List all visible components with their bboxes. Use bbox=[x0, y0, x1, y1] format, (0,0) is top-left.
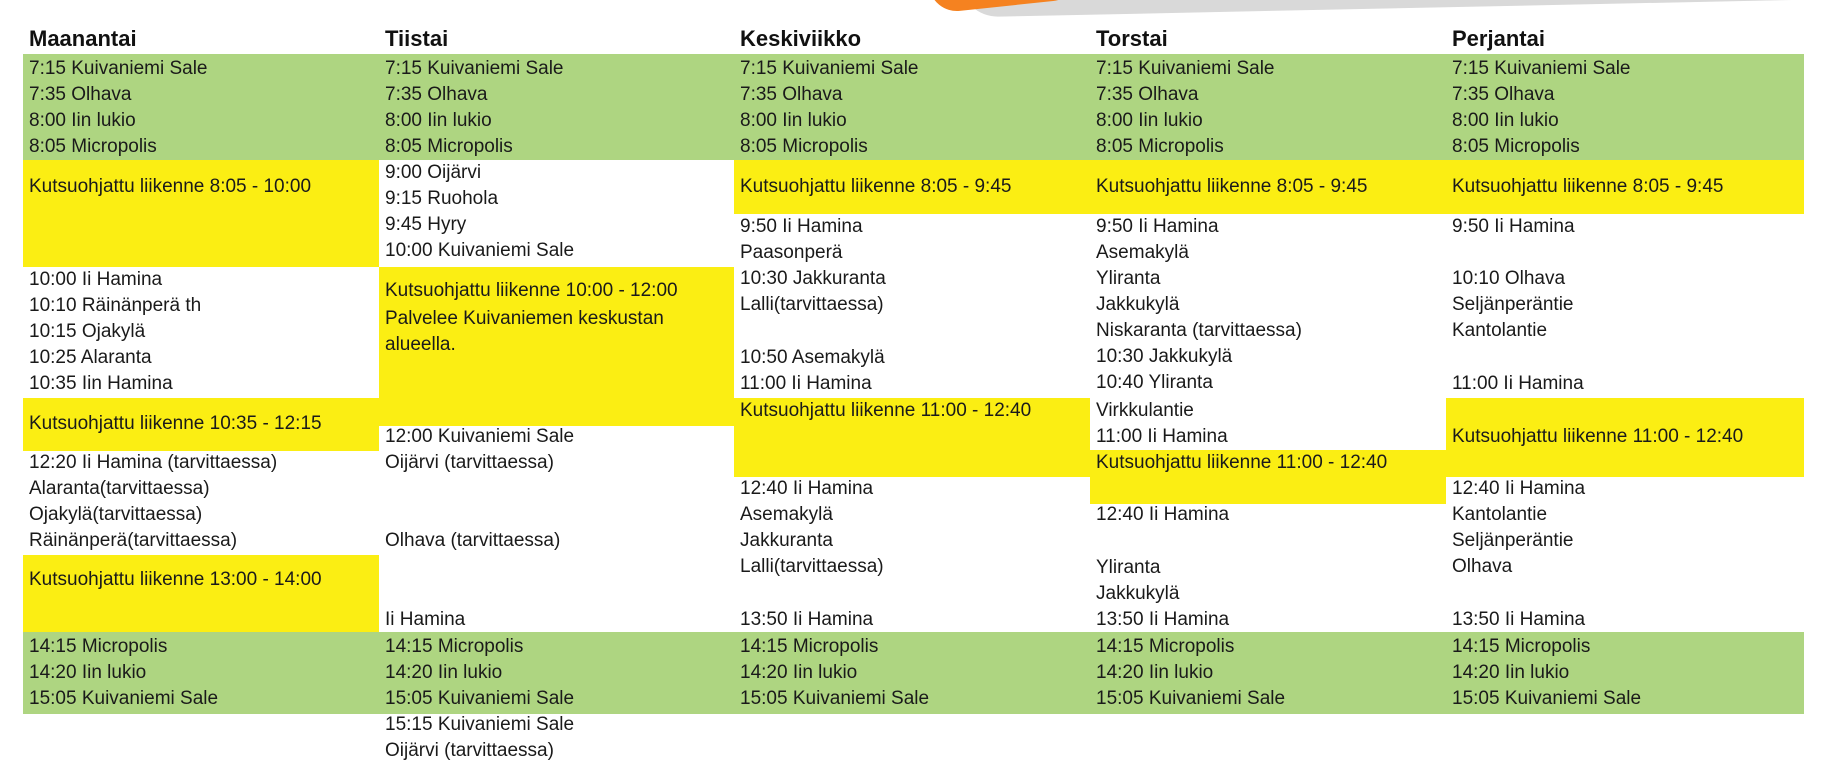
thu-line: 7:35 Olhava bbox=[1096, 84, 1199, 105]
fri-line: Kutsuohjattu liikenne 8:05 - 9:45 bbox=[1452, 176, 1724, 197]
mon-line: 12:20 Ii Hamina (tarvittaessa) bbox=[29, 452, 278, 473]
wed-line: 12:40 Ii Hamina bbox=[740, 478, 874, 499]
thu-line: 12:40 Ii Hamina bbox=[1096, 504, 1230, 525]
tue-line: 15:05 Kuivaniemi Sale bbox=[385, 688, 575, 709]
fri-line: Kantolantie bbox=[1452, 504, 1548, 525]
mon-line: Alaranta(tarvittaessa) bbox=[29, 478, 210, 499]
fri-line: 15:05 Kuivaniemi Sale bbox=[1452, 688, 1642, 709]
mon-line: Ojakylä(tarvittaessa) bbox=[29, 504, 203, 525]
tue-line: 12:00 Kuivaniemi Sale bbox=[385, 426, 575, 447]
tue-line: Palvelee Kuivaniemen keskustan bbox=[385, 308, 664, 329]
tue-line: Olhava (tarvittaessa) bbox=[385, 530, 561, 551]
thu-line: 15:05 Kuivaniemi Sale bbox=[1096, 688, 1286, 709]
wed-line: 7:35 Olhava bbox=[740, 84, 843, 105]
thu-line: 10:40 Yliranta bbox=[1096, 372, 1213, 393]
thu-line: Yliranta bbox=[1096, 557, 1161, 578]
mon-line: 15:05 Kuivaniemi Sale bbox=[29, 688, 219, 709]
wed-line: Kutsuohjattu liikenne 11:00 - 12:40 bbox=[740, 400, 1032, 421]
thu-line: Asemakylä bbox=[1096, 242, 1189, 263]
mon-line: 10:35 Iin Hamina bbox=[29, 373, 173, 394]
thu-line: 13:50 Ii Hamina bbox=[1096, 609, 1230, 630]
wed-line: 10:50 Asemakylä bbox=[740, 347, 885, 368]
wed-line: Asemakylä bbox=[740, 504, 833, 525]
mon-line: 8:05 Micropolis bbox=[29, 136, 157, 157]
thu-line: 8:05 Micropolis bbox=[1096, 136, 1224, 157]
tue-line: 9:00 Oijärvi bbox=[385, 162, 482, 183]
fri-line: Kutsuohjattu liikenne 11:00 - 12:40 bbox=[1452, 426, 1744, 447]
thu-line: Niskaranta (tarvittaessa) bbox=[1096, 320, 1302, 341]
fri-line: Seljänperäntie bbox=[1452, 530, 1574, 551]
mon-line: 10:15 Ojakylä bbox=[29, 321, 146, 342]
mon-line: Kutsuohjattu liikenne 8:05 - 10:00 bbox=[29, 176, 312, 197]
mon-line: 10:25 Alaranta bbox=[29, 347, 152, 368]
fri-line: Olhava bbox=[1452, 556, 1513, 577]
mon-line: Kutsuohjattu liikenne 10:35 - 12:15 bbox=[29, 413, 322, 434]
wed-line: 14:20 Iin lukio bbox=[740, 662, 858, 683]
tue-line: 10:00 Kuivaniemi Sale bbox=[385, 240, 575, 261]
wed-line: Lalli(tarvittaessa) bbox=[740, 556, 884, 577]
thu-line: Jakkukylä bbox=[1096, 583, 1180, 604]
wed-line: Paasonperä bbox=[740, 242, 843, 263]
header-decoration bbox=[0, 0, 1841, 24]
header-wednesday: Keskiviikko bbox=[740, 26, 862, 51]
wed-line: 10:30 Jakkuranta bbox=[740, 268, 886, 289]
tue-line: Oijärvi (tarvittaessa) bbox=[385, 740, 554, 761]
tue-line: alueella. bbox=[385, 334, 456, 355]
thu-line: Kutsuohjattu liikenne 8:05 - 9:45 bbox=[1096, 176, 1368, 197]
wed-line: 8:00 Iin lukio bbox=[740, 110, 847, 131]
thu-line: 10:30 Jakkukylä bbox=[1096, 346, 1233, 367]
header-thursday: Torstai bbox=[1096, 26, 1168, 51]
thu-line: 11:00 Ii Hamina bbox=[1096, 426, 1228, 447]
header-monday: Maanantai bbox=[29, 26, 137, 51]
thu-line: 9:50 Ii Hamina bbox=[1096, 216, 1219, 237]
fri-line: 10:10 Olhava bbox=[1452, 268, 1566, 289]
thu-line: Yliranta bbox=[1096, 268, 1161, 289]
wed-line: 8:05 Micropolis bbox=[740, 136, 868, 157]
fri-line: Kantolantie bbox=[1452, 320, 1548, 341]
wed-line: 9:50 Ii Hamina bbox=[740, 216, 863, 237]
fri-line: Seljänperäntie bbox=[1452, 294, 1574, 315]
fri-line: 7:35 Olhava bbox=[1452, 84, 1555, 105]
tue-line: Kutsuohjattu liikenne 10:00 - 12:00 bbox=[385, 280, 678, 301]
tue-line: 8:00 Iin lukio bbox=[385, 110, 492, 131]
fri-line: 14:15 Micropolis bbox=[1452, 636, 1591, 657]
fri-line: 7:15 Kuivaniemi Sale bbox=[1452, 58, 1631, 79]
gray-swoosh bbox=[960, 0, 1841, 17]
wed-line: 13:50 Ii Hamina bbox=[740, 609, 874, 630]
mon-line: Räinänperä(tarvittaessa) bbox=[29, 530, 238, 551]
tue-line: Ii Hamina bbox=[385, 609, 466, 630]
mon-line: 14:20 Iin lukio bbox=[29, 662, 147, 683]
fri-line: 11:00 Ii Hamina bbox=[1452, 373, 1584, 394]
wed-line: 15:05 Kuivaniemi Sale bbox=[740, 688, 930, 709]
mon-line: 7:15 Kuivaniemi Sale bbox=[29, 58, 208, 79]
fri-line: 14:20 Iin lukio bbox=[1452, 662, 1570, 683]
wed-line: Jakkuranta bbox=[740, 530, 833, 551]
tue-line: 8:05 Micropolis bbox=[385, 136, 513, 157]
wed-line: Kutsuohjattu liikenne 8:05 - 9:45 bbox=[740, 176, 1012, 197]
tue-line: 14:20 Iin lukio bbox=[385, 662, 503, 683]
wed-line: 14:15 Micropolis bbox=[740, 636, 879, 657]
tue-line: 7:15 Kuivaniemi Sale bbox=[385, 58, 564, 79]
thu-line: 7:15 Kuivaniemi Sale bbox=[1096, 58, 1275, 79]
tue-line: 9:15 Ruohola bbox=[385, 188, 499, 209]
fri-line: 8:00 Iin lukio bbox=[1452, 110, 1559, 131]
thu-line: Virkkulantie bbox=[1096, 400, 1194, 421]
thu-line: 8:00 Iin lukio bbox=[1096, 110, 1203, 131]
tue-line: 7:35 Olhava bbox=[385, 84, 488, 105]
mon-line: 14:15 Micropolis bbox=[29, 636, 168, 657]
thu-line: 14:20 Iin lukio bbox=[1096, 662, 1214, 683]
mon-line: 10:00 Ii Hamina bbox=[29, 269, 163, 290]
tue-line: 9:45 Hyry bbox=[385, 214, 467, 235]
fri-line: 9:50 Ii Hamina bbox=[1452, 216, 1575, 237]
fri-line: 12:40 Ii Hamina bbox=[1452, 478, 1586, 499]
mon-line: 8:00 Iin lukio bbox=[29, 110, 136, 131]
thu-line: Jakkukylä bbox=[1096, 294, 1180, 315]
mon-line: Kutsuohjattu liikenne 13:00 - 14:00 bbox=[29, 569, 322, 590]
wed-line: 7:15 Kuivaniemi Sale bbox=[740, 58, 919, 79]
header-friday: Perjantai bbox=[1452, 26, 1545, 51]
header-tuesday: Tiistai bbox=[385, 26, 449, 51]
fri-line: 8:05 Micropolis bbox=[1452, 136, 1580, 157]
mon-line: 10:10 Räinänperä th bbox=[29, 295, 202, 316]
thu-line: 14:15 Micropolis bbox=[1096, 636, 1235, 657]
tue-line: 14:15 Micropolis bbox=[385, 636, 524, 657]
tue-line: Oijärvi (tarvittaessa) bbox=[385, 452, 554, 473]
mon-line: 7:35 Olhava bbox=[29, 84, 132, 105]
tue-line: 15:15 Kuivaniemi Sale bbox=[385, 714, 575, 735]
wed-line: Lalli(tarvittaessa) bbox=[740, 294, 884, 315]
thu-line: Kutsuohjattu liikenne 11:00 - 12:40 bbox=[1096, 452, 1388, 473]
fri-line: 13:50 Ii Hamina bbox=[1452, 609, 1586, 630]
wed-line: 11:00 Ii Hamina bbox=[740, 373, 872, 394]
